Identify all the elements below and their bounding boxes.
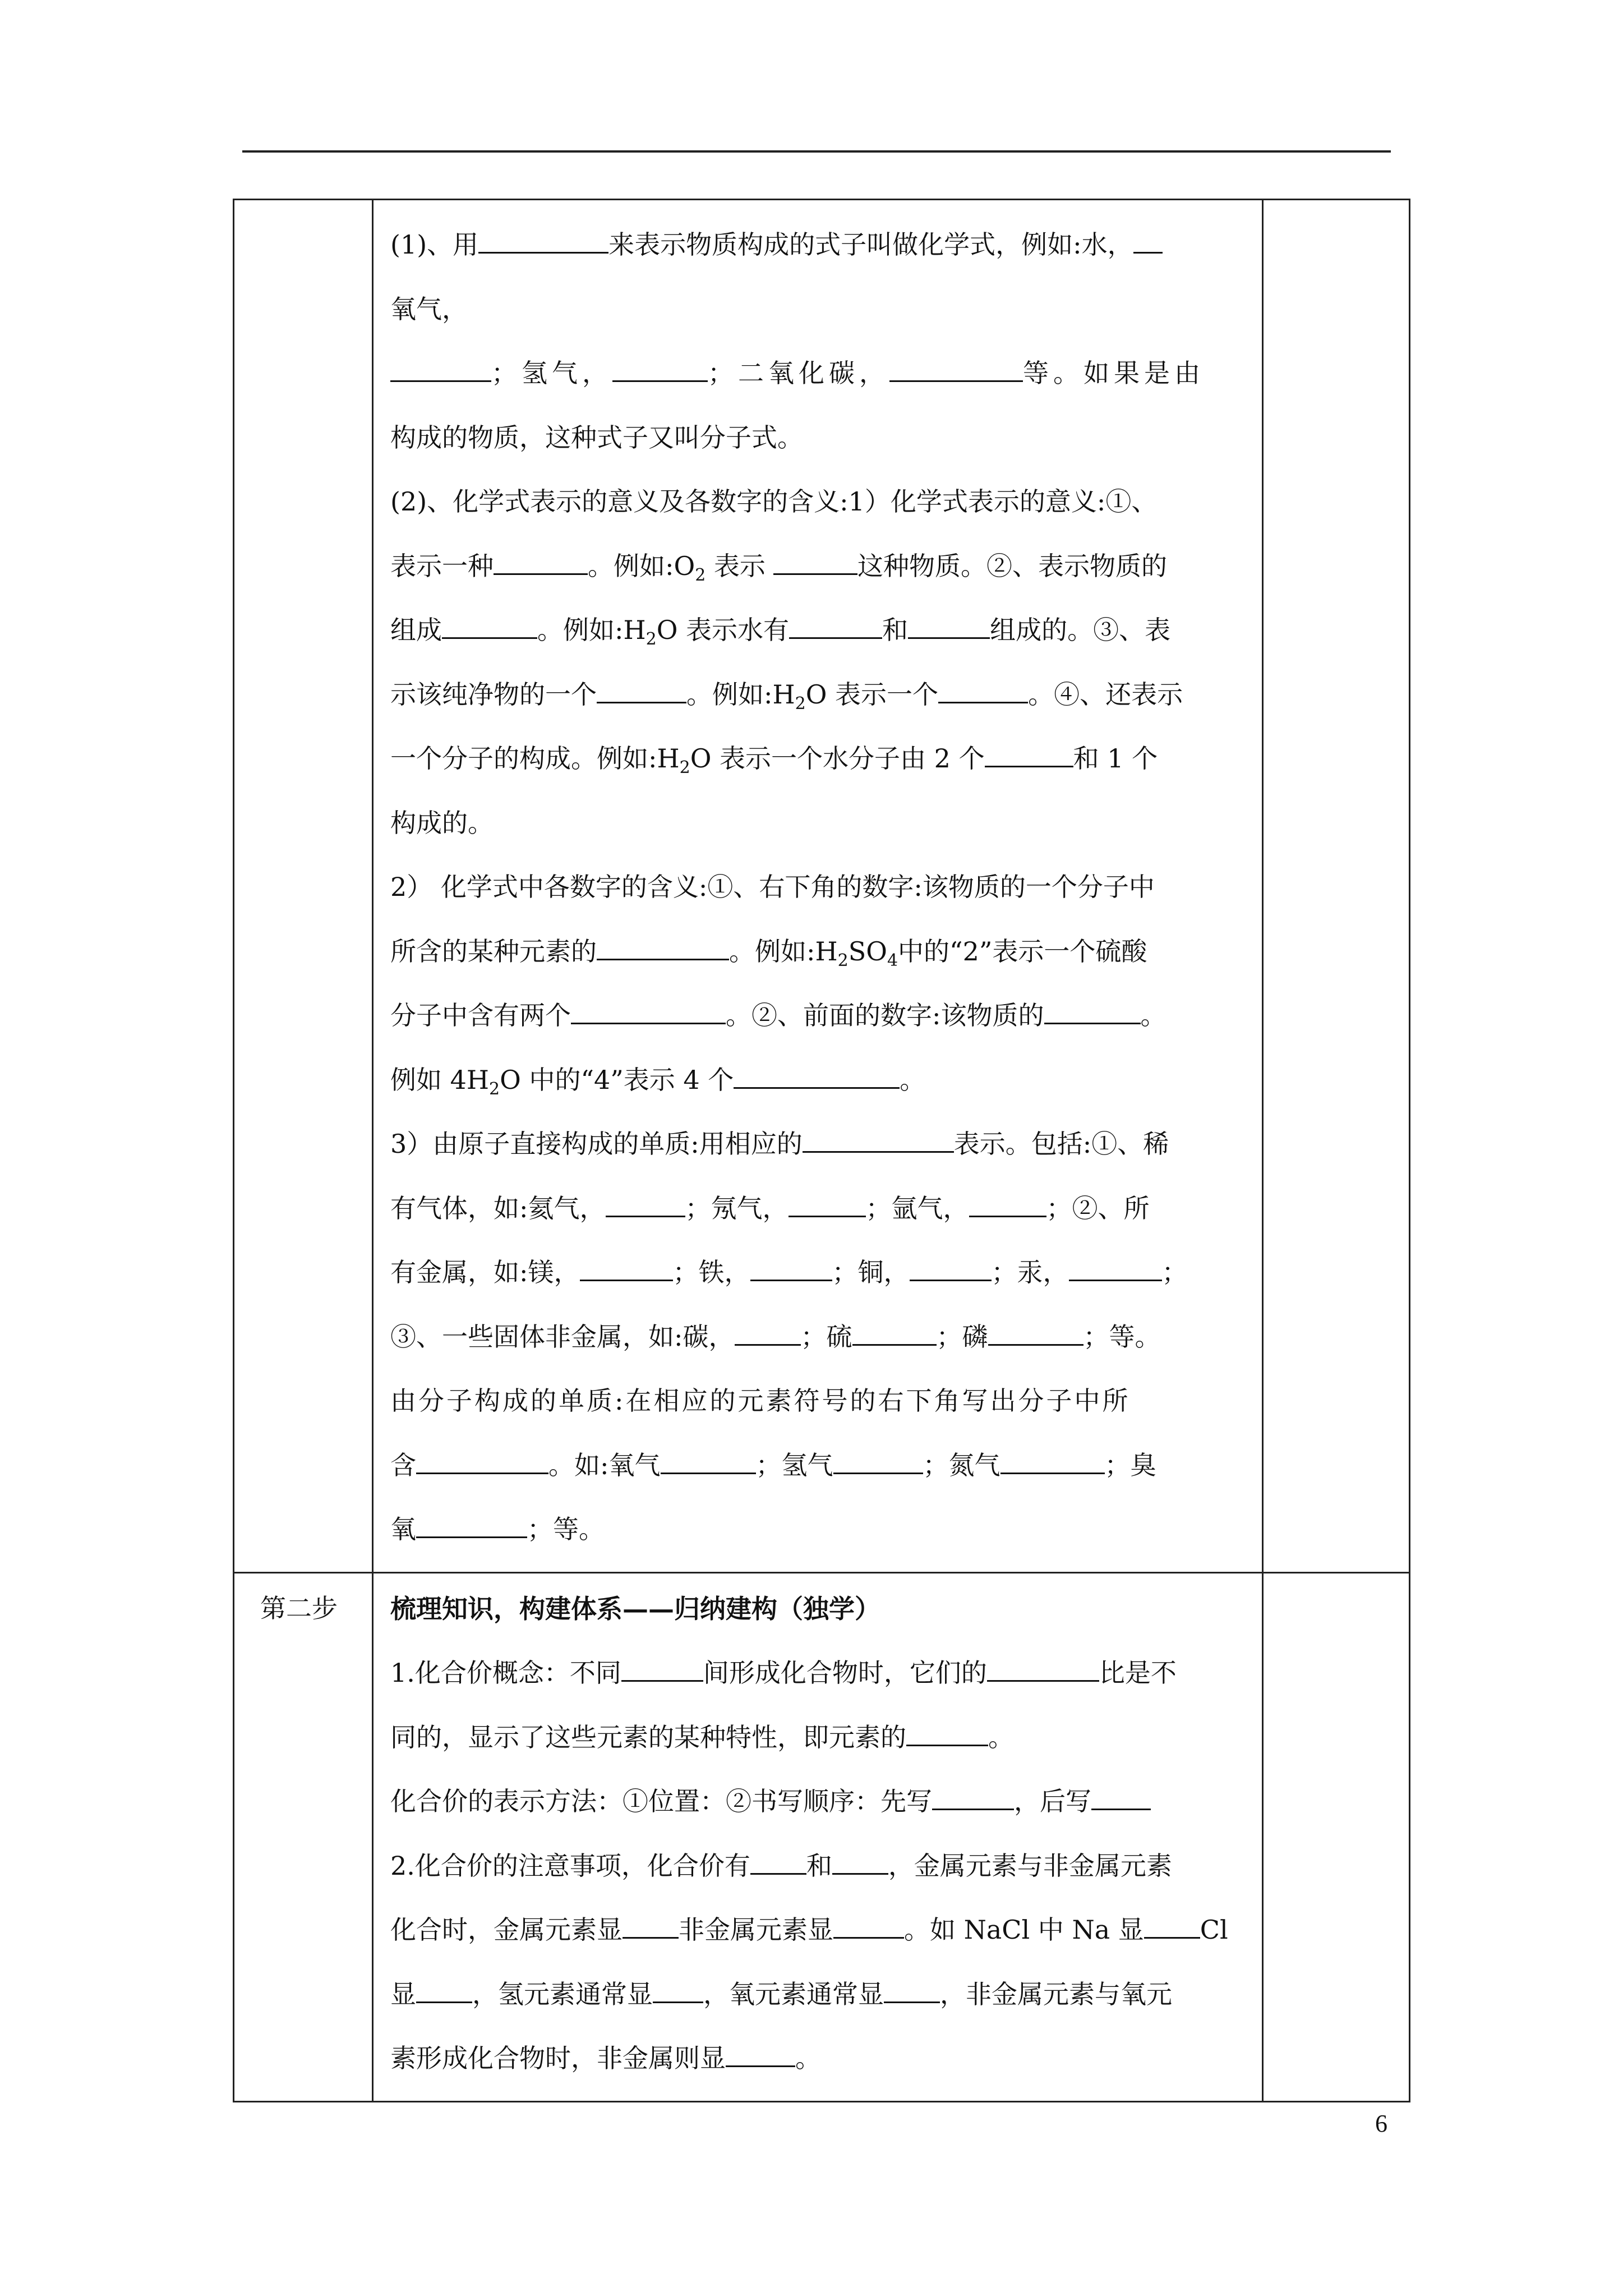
text-line: 分子中含有两个 。②、前面的数字:该物质的 。 bbox=[390, 983, 1258, 1048]
text-line: 构成的。 bbox=[390, 807, 494, 838]
step-label-cell bbox=[234, 1572, 373, 2101]
table-row bbox=[234, 1572, 1410, 2101]
notes-cell bbox=[1263, 200, 1410, 1573]
text-line: ③、一些固体非金属，如:碳， ；硫 ；磷 ；等。 bbox=[390, 1305, 1258, 1369]
text-line: 有气体，如:氦气， ；氖气， ；氩气， ；②、所 bbox=[390, 1176, 1258, 1241]
notes-cell bbox=[1263, 1572, 1410, 2101]
header-rule bbox=[242, 150, 1391, 153]
text-line: 表示一种 。例如$:O_2$ 表示 这种物质。②、表示物质的 bbox=[390, 534, 1258, 599]
text-line: 含 。如:氧气 ；氢气 ；氮气 ；臭 bbox=[390, 1433, 1258, 1498]
step-label: 第二步 bbox=[260, 1593, 338, 1623]
content-cell bbox=[373, 200, 1263, 1573]
text-line: 化合时，金属元素显 非金属元素显 。如 NaCl 中 Na 显 Cl bbox=[390, 1898, 1258, 1962]
text-line: ；氢气， ；二氧化碳， 等。如果是由 bbox=[390, 341, 1258, 406]
text-line: 例如 $4H_2O$ 中的“4”表示 4 个 。 bbox=[390, 1048, 1258, 1112]
page-number: 6 bbox=[1375, 2110, 1387, 2137]
text-line: 组成 。例如$:H_2O$ 表示水有 和 组成的。③、表 bbox=[390, 598, 1258, 662]
content-cell bbox=[373, 1572, 1263, 2101]
text-line: 由分子构成的单质:在相应的元素符号的右下角写出分子中所 bbox=[390, 1386, 1131, 1416]
text-line: 所含的某种元素的 。例如$:H_2SO_4$中的“2”表示一个硫酸 bbox=[390, 919, 1258, 984]
text-line: 2.化合价的注意事项，化合价有 和 ，金属元素与非金属元素 bbox=[390, 1834, 1258, 1898]
text-line: 一个分子的构成。例如$:H_2O$ 表示一个水分子由 2 个 和 1 个 bbox=[390, 726, 1258, 791]
text-line: 显 ，氢元素通常显 ，氧元素通常显 ，非金属元素与氧元 bbox=[390, 1962, 1258, 2027]
text-line: 示该纯净物的一个 。例如$:H_2O$ 表示一个 。④、还表示 bbox=[390, 662, 1258, 727]
text-line: 素形成化合物时，非金属则显 。 bbox=[390, 2026, 1258, 2091]
text-line: 化合价的表示方法：①位置：②书写顺序：先写 ，后写 bbox=[390, 1769, 1258, 1834]
text-line: 氧气， bbox=[390, 293, 468, 324]
step-label bbox=[234, 200, 372, 218]
step-label-cell bbox=[234, 200, 373, 1573]
text-line: 构成的物质，这种式子又叫分子式。 bbox=[390, 422, 803, 453]
section-title: 梳理知识，构建体系——归纳建构（独学） bbox=[390, 1593, 880, 1624]
text-line: 1.化合价概念：不同 间形成化合物时，它们的 比是不 bbox=[390, 1641, 1258, 1705]
text-line: 氧 ；等。 bbox=[390, 1497, 1258, 1562]
text-line: (2)、化学式表示的意义及各数字的含义:1）化学式表示的意义:①、 bbox=[390, 486, 1158, 517]
text-line: (1)、用 来表示物质构成的式子叫做化学式，例如:水， bbox=[390, 213, 1258, 277]
text-line: 有金属，如:镁， ；铁， ；铜， ；汞， ； bbox=[390, 1240, 1258, 1305]
text-line: 同的，显示了这些元素的某种特性，即元素的 。 bbox=[390, 1705, 1258, 1770]
text-line: 2） 化学式中各数字的含义:①、右下角的数字:该物质的一个分子中 bbox=[390, 872, 1155, 902]
table-row bbox=[234, 200, 1410, 1573]
text-line: 3）由原子直接构成的单质:用相应的 表示。包括:①、稀 bbox=[390, 1112, 1258, 1176]
worksheet-table bbox=[233, 199, 1410, 2102]
